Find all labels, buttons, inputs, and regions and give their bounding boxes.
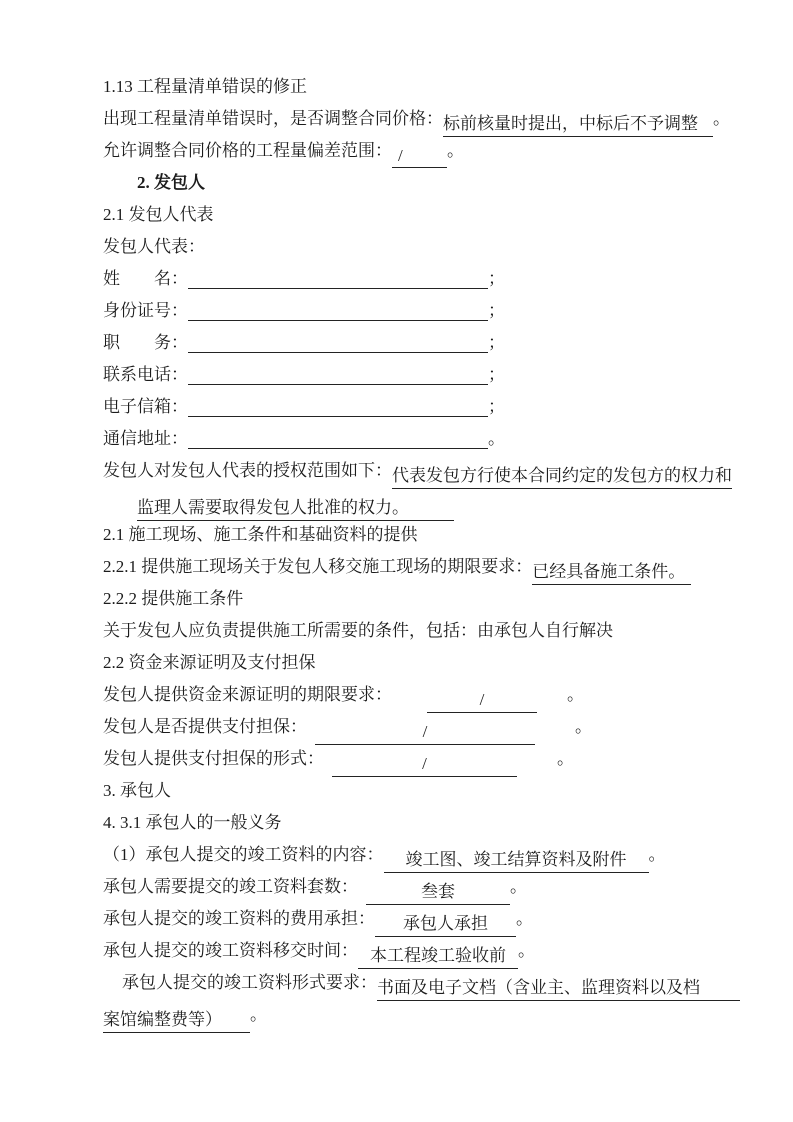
clause-quantity-deviation-range [103,135,757,167]
clause-price-adjust-on-bill-error [103,103,757,135]
punctuation: 。 [447,141,464,160]
label-text: 发包人代表： [103,237,205,256]
filled-value: 竣工图、竣工结算资料及附件 [384,848,649,873]
blank-field [188,424,488,449]
heading-2-1-employer-representative [103,199,757,231]
clause-authorization-scope [103,455,757,487]
blank-field: / [332,752,517,777]
punctuation: 。 [567,685,584,704]
clause-text: 承包人提交的竣工资料的费用承担： [103,909,375,928]
heading-1-13-bill-error-correction [103,71,757,103]
punctuation: ； [488,301,505,320]
filled-value: 标前核量时提出，中标后不予调整 [443,112,713,137]
punctuation: ； [488,333,505,352]
punctuation: 。 [557,749,574,768]
field-label: 姓 名： [103,269,188,288]
filled-value: 监理人需要取得发包人批准的权力。 [137,496,454,521]
blank-field [188,328,488,353]
form-field-payment-guarantee-form [103,743,757,775]
clause-text: 2.2.1 提供施工现场关于发包人移交施工现场的期限要求： [103,557,533,576]
blank-field [188,392,488,417]
punctuation: 。 [518,941,535,960]
form-field-position [103,327,757,359]
clause-text: （1）承包人提交的竣工资料的内容： [103,845,384,864]
clause-completion-documents-content [103,839,757,871]
form-field-email [103,391,757,423]
clause-text: 关于发包人应负责提供施工所需要的条件，包括：由承包人自行解决 [103,621,613,640]
clause-completion-documents-format [103,967,757,999]
form-field-phone [103,359,757,391]
clause-text: 允许调整合同价格的工程量偏差范围： [103,141,392,160]
field-label: 通信地址： [103,429,188,448]
punctuation: ； [488,269,505,288]
heading-2-employer [103,167,757,199]
heading-text: 2.1 发包人代表 [103,205,214,224]
punctuation: 。 [510,877,527,896]
clause-text: 出现工程量清单错误时，是否调整合同价格： [103,109,443,128]
punctuation: 。 [250,1005,267,1024]
heading-text: 1.13 工程量清单错误的修正 [103,77,307,96]
field-label: 发包人提供支付担保的形式： [103,749,324,768]
field-label: 电子信箱： [103,397,188,416]
punctuation: 。 [648,845,666,864]
clause-text: 承包人提交的竣工资料形式要求： [122,973,377,992]
filled-value: 书面及电子文档（含业主、监理资料以及档 [377,976,740,1001]
heading-text: 3. 承包人 [103,781,171,800]
clause-text: 承包人提交的竣工资料移交时间： [103,941,358,960]
punctuation: ； [488,397,505,416]
clause-completion-documents-cost [103,903,757,935]
heading-text: 2.2 资金来源证明及支付担保 [103,653,316,672]
blank-field [188,296,488,321]
field-label: 发包人提供资金来源证明的期限要求： [103,685,392,704]
filled-value: 代表发包方行使本合同约定的发包方的权力和 [392,464,732,489]
field-label: 联系电话： [103,365,188,384]
filled-value: 案馆编整费等） [103,1008,250,1033]
form-field-id-number [103,295,757,327]
heading-3-contractor [103,775,757,807]
heading-4-3-1-contractor-general-obligations [103,807,757,839]
clause-2-2-1-site-handover [103,551,757,583]
blank-field [188,360,488,385]
clause-authorization-scope-continued [103,487,757,519]
punctuation: 。 [713,109,730,128]
blank-field: / [392,144,447,168]
blank-field: / [315,720,535,745]
field-label: 身份证号： [103,301,188,320]
heading-text: 2.2.2 提供施工条件 [103,589,244,608]
clause-completion-documents-handover-time [103,935,757,967]
blank-field: / [427,688,537,713]
blank-field [188,264,488,289]
punctuation: 。 [516,909,533,928]
clause-employer-provided-conditions [103,615,757,647]
heading-text: 2.1 施工现场、施工条件和基础资料的提供 [103,525,418,544]
field-label: 职 务： [103,333,188,352]
heading-2-2-2-construction-conditions [103,583,757,615]
filled-value: 本工程竣工验收前 [358,944,518,969]
punctuation: 。 [575,717,592,736]
heading-text: 2. 发包人 [137,173,205,192]
clause-text: 承包人需要提交的竣工资料套数： [103,877,358,896]
label-employer-representative [103,231,757,263]
form-field-name [103,263,757,295]
form-field-address [103,423,757,455]
clause-completion-documents-copies [103,871,757,903]
punctuation: 。 [488,429,505,448]
filled-value: 已经具备施工条件。 [532,560,691,585]
punctuation: ； [488,365,505,384]
clause-text: 发包人对发包人代表的授权范围如下： [103,461,392,480]
heading-text: 4. 3.1 承包人的一般义务 [103,813,282,832]
filled-value: 叁套 [366,880,510,905]
clause-completion-documents-format-continued [103,999,757,1031]
heading-2-1-site-conditions [103,519,757,551]
field-label: 发包人是否提供支付担保： [103,717,307,736]
form-field-payment-guarantee-provided [103,711,757,743]
filled-value: 承包人承担 [375,912,516,937]
heading-2-2-funding-guarantee [103,647,757,679]
form-field-funding-proof-deadline [103,679,757,711]
